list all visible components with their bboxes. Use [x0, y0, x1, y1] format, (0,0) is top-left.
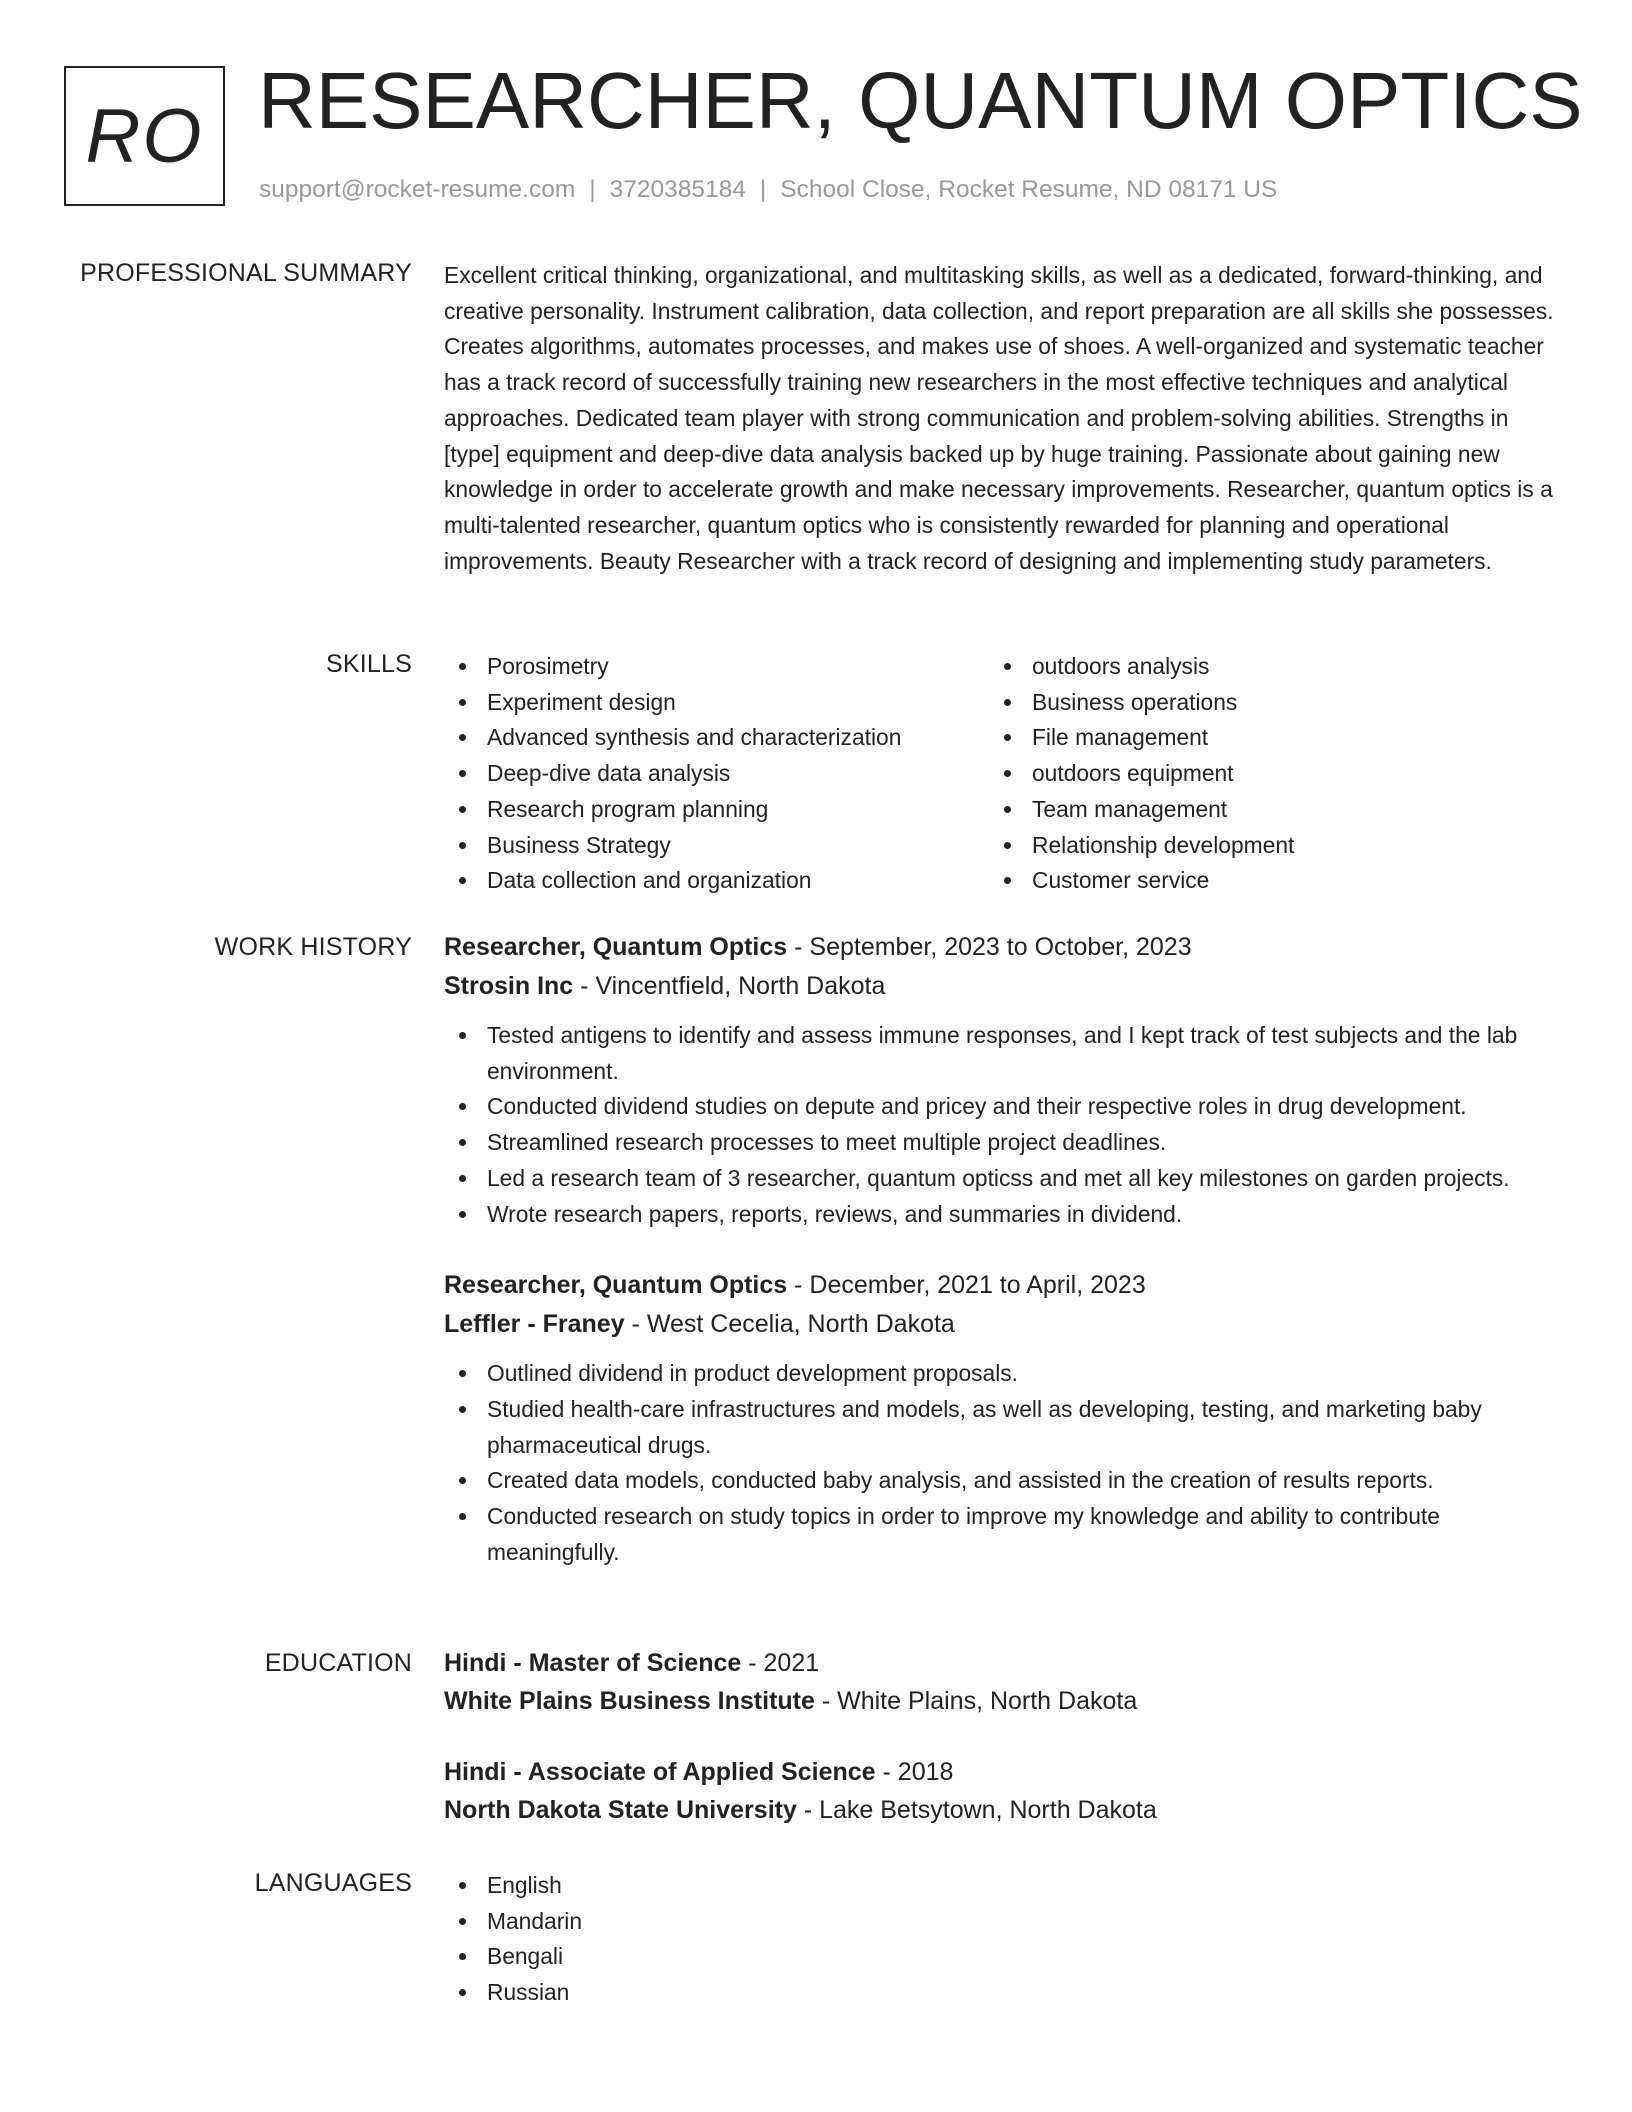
job-entry	[444, 928, 1554, 1232]
job-location: - West Cecelia, North Dakota	[624, 1310, 955, 1339]
monogram-logo: RO	[64, 66, 225, 206]
job-entry	[444, 1266, 1554, 1570]
job-company: Leffler - Franey	[444, 1310, 625, 1339]
skill-item: Research program planning	[444, 792, 901, 828]
education-school: White Plains Business Institute	[444, 1687, 815, 1715]
job-bullet: Conducted research on study topics in order to improve my knowledge and ability to contribute meaningfully.	[444, 1499, 1554, 1570]
job-company: Strosin Inc	[444, 972, 574, 1000]
job-dates: - September, 2023 to October, 2023	[787, 933, 1192, 961]
job-title: Researcher, Quantum Optics	[444, 1271, 788, 1300]
skill-item: Porosimetry	[444, 649, 901, 685]
skill-item: outdoors equipment	[989, 756, 1294, 792]
education-entry	[444, 1644, 1554, 1720]
education-degree-line	[444, 1644, 1554, 1682]
contact-email[interactable]: support@rocket-resume.com	[259, 176, 576, 203]
education-degree-line	[444, 1753, 1554, 1791]
education-location: - Lake Betsytown, North Dakota	[796, 1796, 1157, 1824]
section-label-summary: PROFESSIONAL SUMMARY	[80, 259, 412, 287]
skills-list-left	[444, 649, 901, 899]
language-item: Russian	[444, 1975, 1554, 2011]
job-bullet: Led a research team of 3 researcher, quantum opticss and met all key milestones on garden projects.	[444, 1161, 1554, 1197]
job-bullets	[444, 1018, 1554, 1232]
language-item: Bengali	[444, 1939, 1554, 1975]
job-company-line	[444, 1305, 1554, 1344]
job-bullets	[444, 1356, 1554, 1570]
skill-item: outdoors analysis	[989, 649, 1294, 685]
education-degree: Hindi - Associate of Applied Science	[444, 1758, 876, 1786]
education-school-line	[444, 1682, 1554, 1720]
job-location: - Vincentfield, North Dakota	[573, 972, 886, 1000]
job-title-line	[444, 928, 1554, 967]
summary-text: Excellent critical thinking, organizational, and multitasking skills, as well as a dedicated, forward-thinking, and creative personality. Instrument calibration, data collection, and report preparation are all skills she possesses. Creates algorithms, automates processes, and makes use of shoes. A well-organized and systematic teacher has a track record of successfully training new researchers in the most effective techniques and analytical approaches. Dedicated team player with strong communication and problem-solving abilities. Strengths in [type] equipment and deep-dive data analysis backed up by huge training. Passionate about gaining new knowledge in order to accelerate growth and make necessary improvements. Researcher, quantum optics is a multi-talented researcher, quantum optics who is consistently rewarded for planning and operational improvements. Beauty Researcher with a track record of designing and implementing study parameters.	[444, 262, 1554, 574]
education-year: - 2021	[741, 1649, 820, 1677]
job-bullet: Studied health-care infrastructures and models, as well as developing, testing, and marketing baby pharmaceutical drugs.	[444, 1392, 1554, 1463]
section-label-languages: LANGUAGES	[254, 1869, 412, 1897]
resume-title: RESEARCHER, QUANTUM OPTICS	[258, 56, 1583, 145]
job-title-line	[444, 1266, 1554, 1305]
contact-line	[259, 175, 1277, 205]
contact-address: School Close, Rocket Resume, ND 08171 US	[780, 176, 1278, 203]
skill-item: Business Strategy	[444, 828, 901, 864]
job-bullet: Streamlined research processes to meet multiple project deadlines.	[444, 1125, 1554, 1161]
job-dates: - December, 2021 to April, 2023	[787, 1271, 1146, 1300]
job-company-line	[444, 967, 1554, 1006]
skill-item: File management	[989, 720, 1294, 756]
contact-phone[interactable]: 3720385184	[609, 176, 746, 203]
contact-separator: |	[759, 176, 767, 203]
skill-item: Customer service	[989, 863, 1294, 899]
skills-list-right	[989, 649, 1294, 899]
skill-item: Business operations	[989, 685, 1294, 721]
job-title: Researcher, Quantum Optics	[444, 933, 788, 961]
skill-item: Team management	[989, 792, 1294, 828]
language-item: Mandarin	[444, 1904, 1554, 1940]
job-bullet: Created data models, conducted baby analysis, and assisted in the creation of results reports.	[444, 1463, 1554, 1499]
job-bullet: Conducted dividend studies on depute and pricey and their respective roles in drug development.	[444, 1089, 1554, 1125]
education-year: - 2018	[875, 1758, 954, 1786]
skill-item: Advanced synthesis and characterization	[444, 720, 901, 756]
skill-item: Relationship development	[989, 828, 1294, 864]
job-bullet: Tested antigens to identify and assess immune responses, and I kept track of test subjects and the lab environment.	[444, 1018, 1554, 1089]
education-location: - White Plains, North Dakota	[814, 1687, 1138, 1715]
job-bullet: Outlined dividend in product development proposals.	[444, 1356, 1554, 1392]
language-item: English	[444, 1868, 1554, 1904]
skill-item: Experiment design	[444, 685, 901, 721]
section-label-work: WORK HISTORY	[214, 933, 412, 961]
contact-separator: |	[589, 176, 596, 203]
section-label-skills: SKILLS	[326, 650, 412, 678]
languages-list	[444, 1868, 1554, 2011]
education-school-line	[444, 1791, 1554, 1829]
education-school: North Dakota State University	[444, 1796, 797, 1824]
skill-item: Deep-dive data analysis	[444, 756, 901, 792]
skill-item: Data collection and organization	[444, 863, 901, 899]
education-entry	[444, 1753, 1554, 1829]
job-bullet: Wrote research papers, reports, reviews, and summaries in dividend.	[444, 1197, 1554, 1233]
section-label-education: EDUCATION	[264, 1649, 412, 1677]
education-degree: Hindi - Master of Science	[444, 1649, 742, 1677]
